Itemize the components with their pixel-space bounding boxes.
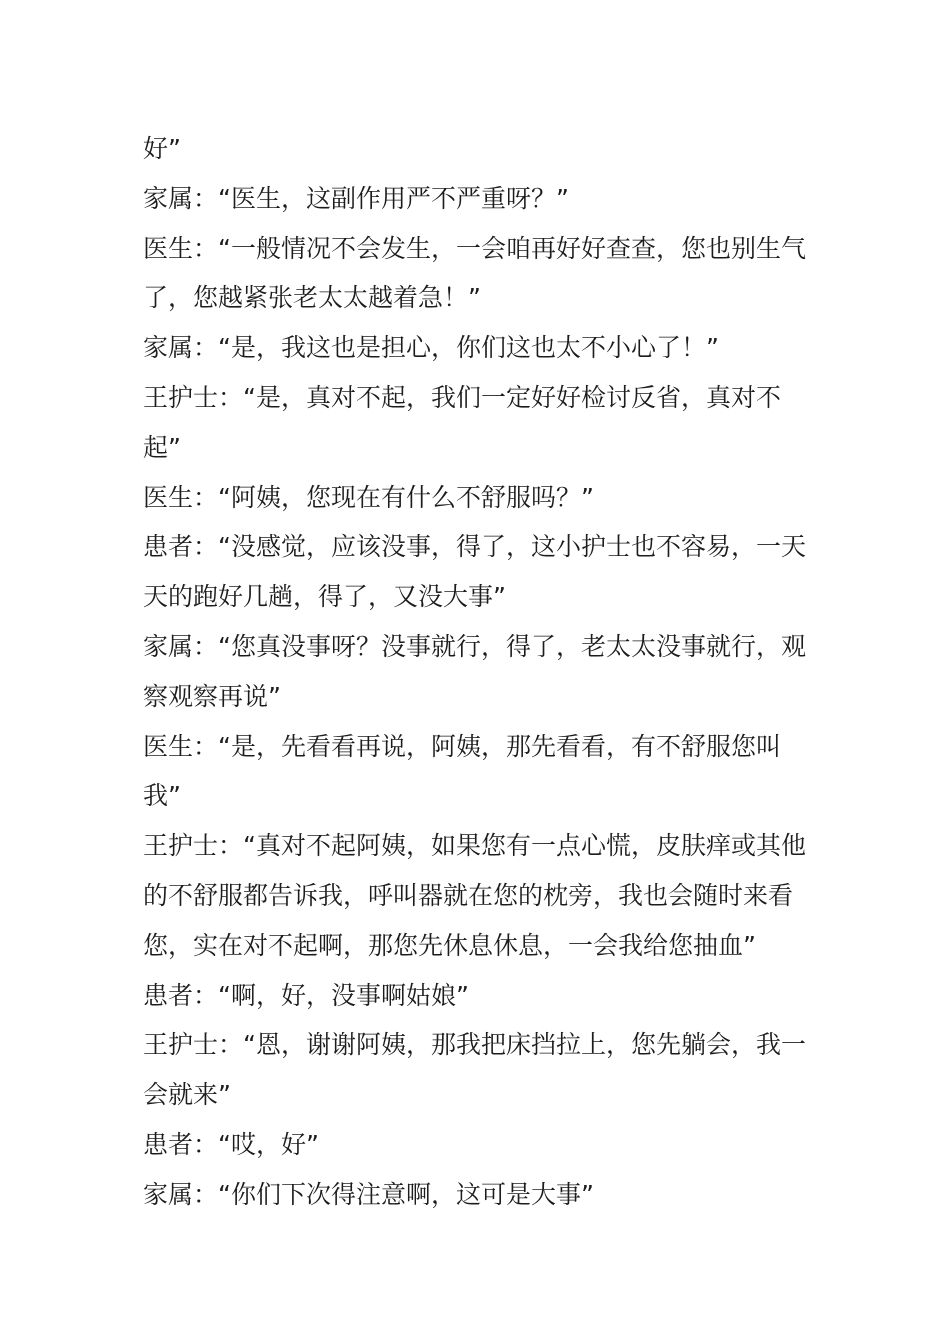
dialogue-line: 王护士：“是，真对不起，我们一定好好检讨反省，真对不起” [143, 382, 781, 462]
dialogue-line: 王护士：“恩，谢谢阿姨，那我把床挡拉上，您先躺会，我一会就来” [143, 1030, 806, 1110]
dialogue-line: 患者：“哎，好” [143, 1129, 319, 1159]
dialogue-line: 患者：“没感觉，应该没事，得了，这小护士也不容易，一天天的跑好几趟，得了，又没大事” [143, 532, 806, 612]
dialogue-line: 医生：“一般情况不会发生，一会咱再好好查查，您也别生气了，您越紧张老太太越着急！” [143, 233, 806, 313]
dialogue-line: 家属：“医生，这副作用严不严重呀？” [143, 183, 569, 213]
dialogue-line: 家属：“是，我这也是担心，你们这也太不小心了！” [143, 333, 719, 363]
dialogue-line: 家属：“你们下次得注意啊，这可是大事” [143, 1179, 594, 1209]
dialogue-line: 患者：“啊，好，没事啊姑娘” [143, 980, 469, 1010]
dialogue-line: 医生：“阿姨，您现在有什么不舒服吗？” [143, 482, 594, 512]
document-page [143, 124, 807, 1220]
dialogue-line: 家属：“您真没事呀？没事就行，得了，老太太没事就行，观察观察再说” [143, 631, 806, 711]
dialogue-line: 好” [143, 134, 181, 163]
dialogue-line: 医生：“是，先看看再说，阿姨，那先看看，有不舒服您叫我” [143, 731, 781, 811]
dialogue-line: 王护士：“真对不起阿姨，如果您有一点心慌，皮肤痒或其他的不舒服都告诉我，呼叫器就在您的枕旁，我也会随时来看您，实在对不起啊，那您先休息休息，一会我给您抽血” [143, 831, 806, 960]
